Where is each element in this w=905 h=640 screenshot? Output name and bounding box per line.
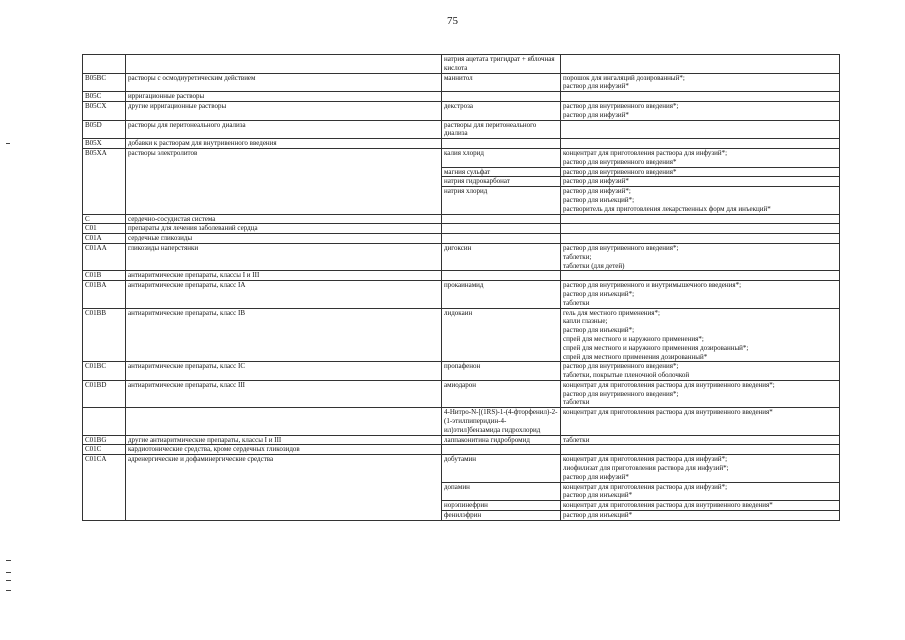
table-row [83,380,840,407]
drug-name-cell [442,445,561,455]
atc-code-cell: B05X [83,139,126,149]
dosage-forms-cell [561,177,840,187]
table-row [83,281,840,308]
atc-code-cell [83,408,126,435]
pharmacological-group-cell: препараты для лечения заболеваний сердца [126,224,442,234]
dosage-form: раствор для инфузий* [563,82,629,91]
table-row [83,224,840,234]
atc-code-cell: B05XA [83,148,126,214]
dosage-form: раствор для внутривенного введения* [563,167,677,176]
table-row [83,435,840,445]
pharmacological-group-cell: антиаритмические препараты, класс IC [126,362,442,381]
drug-name-cell: добутамин [442,455,561,482]
table-row [83,148,840,167]
dosage-form: спрей для местного и наружного применения дозированный*; [563,343,749,352]
table-row [83,234,840,244]
atc-code-cell: C01AA [83,243,126,270]
dosage-forms-cell [561,271,840,281]
dosage-form: растворитель для приготовления лекарственных форм для инъекций* [563,204,771,213]
dosage-forms-cell [561,73,840,92]
dosage-forms-cell [561,101,840,120]
dosage-form: раствор для инфузий*; [563,187,631,196]
atc-code-cell: B05C [83,92,126,102]
atc-code-cell [83,55,126,74]
pharmacological-group-cell: растворы с осмодиуретическим действием [126,73,442,92]
dosage-form: раствор для инъекций*; [563,289,635,298]
pharmacological-group-cell: сердечно-сосудистая система [126,214,442,224]
table-row [83,408,840,435]
dosage-forms-cell [561,224,840,234]
atc-code-cell: C01BC [83,362,126,381]
table-row [83,362,840,381]
dosage-forms-cell [561,308,840,362]
pharmacological-group-cell: антиаритмические препараты, класс III [126,380,442,407]
drug-name-cell: декстроза [442,101,561,120]
dosage-form: раствор для инъекций* [563,511,633,520]
dosage-form: порошок для ингаляций дозированный*; [563,73,685,82]
dosage-forms-cell [561,55,840,74]
margin-mark [6,580,11,581]
table-row [83,243,840,270]
drug-name-cell: натрия ацетата тригидрат + яблочная кислота [442,55,561,74]
dosage-forms-cell [561,380,840,407]
dosage-form: концентрат для приготовления раствора для инфузий*; [563,455,728,464]
dosage-forms-cell [561,501,840,511]
pharmacological-group-cell [126,408,442,435]
drug-name-cell: натрия гидрокарбонат [442,177,561,187]
dosage-form: раствор для инъекций*; [563,326,635,335]
atc-code-cell: C01C [83,445,126,455]
page-number: 75 [447,15,458,27]
table-row [83,55,840,74]
dosage-forms-cell [561,445,840,455]
drug-name-cell: фенилэфрин [442,511,561,521]
dosage-form: раствор для инфузий* [563,177,629,186]
margin-mark [6,572,11,573]
dosage-form: концентрат для приготовления раствора для внутривенного введения* [563,408,773,417]
pharmacological-group-cell: гликозиды наперстянки [126,243,442,270]
drug-name-cell: 4-Нитро-N-[(1RS)-1-(4-фторфенил)-2-(1-этилпиперидин-4-ил)этил]бензамида гидрохлорид [442,408,561,435]
dosage-form: раствор для внутривенного введения*; [563,389,679,398]
drug-name-cell: дигоксин [442,243,561,270]
drug-name-cell: маннитол [442,73,561,92]
drug-name-cell: лаппаконитина гидробромид [442,435,561,445]
dosage-form: раствор для инъекций* [563,491,633,500]
dosage-form: концентрат для приготовления раствора для внутривенного введения* [563,501,773,510]
pharmacological-group-cell: другие антиаритмические препараты, классы I и III [126,435,442,445]
pharmacological-group-cell: добавки к растворам для внутривенного введения [126,139,442,149]
pharmacological-group-cell: кардиотонические средства, кроме сердечных гликозидов [126,445,442,455]
dosage-form: таблетки, покрытые пленочной оболочкой [563,371,690,380]
dosage-forms-cell [561,511,840,521]
atc-code-cell: B05CX [83,101,126,120]
atc-code-cell: C01B [83,271,126,281]
drug-name-cell: калия хлорид [442,148,561,167]
table-row [83,308,840,362]
table-row [83,271,840,281]
drug-name-cell: норэпинефрин [442,501,561,511]
dosage-forms-cell [561,408,840,435]
dosage-form: таблетки (для детей) [563,261,625,270]
atc-code-cell: C01BB [83,308,126,362]
dosage-form: гель для местного применения*; [563,308,660,317]
table-row [83,120,840,139]
drug-name-cell: растворы для перитонеального диализа [442,120,561,139]
dosage-form: таблетки [563,435,590,444]
dosage-forms-cell [561,148,840,167]
dosage-forms-cell [561,234,840,244]
dosage-forms-cell [561,435,840,445]
drug-name-cell: лидокаин [442,308,561,362]
pharmacological-group-cell: антиаритмические препараты, класс IA [126,281,442,308]
dosage-form: таблетки [563,398,590,407]
dosage-forms-cell [561,167,840,177]
dosage-form: концентрат для приготовления раствора для инфузий*; [563,482,728,491]
drug-name-cell [442,271,561,281]
dosage-forms-cell [561,455,840,482]
drug-name-cell: допамин [442,482,561,501]
drug-name-cell [442,139,561,149]
atc-code-cell: C01BG [83,435,126,445]
drug-name-cell: магния сульфат [442,167,561,177]
atc-code-cell: B05D [83,120,126,139]
dosage-form: раствор для внутривенного и внутримышечного введения*; [563,281,742,290]
pharmacological-group-cell: ирригационные растворы [126,92,442,102]
dosage-form: спрей для местного применения дозированный* [563,352,708,361]
dosage-form: капли глазные; [563,317,608,326]
drug-name-cell: натрия хлорид [442,187,561,214]
pharmacological-group-cell: растворы электролитов [126,148,442,214]
dosage-form: таблетки; [563,252,592,261]
atc-code-cell: B05BC [83,73,126,92]
dosage-form: таблетки [563,298,590,307]
table-row [83,445,840,455]
dosage-form: раствор для инфузий* [563,472,629,481]
drug-name-cell [442,224,561,234]
margin-mark [6,590,11,591]
dosage-form: раствор для внутривенного введения*; [563,362,679,371]
pharmacological-group-cell: растворы для перитонеального диализа [126,120,442,139]
drug-name-cell [442,234,561,244]
table-row [83,101,840,120]
table-row [83,73,840,92]
table-row [83,92,840,102]
pharmacological-group-cell [126,55,442,74]
dosage-forms-cell [561,281,840,308]
dosage-form: раствор для инъекций*; [563,195,635,204]
pharmacological-group-cell: сердечные гликозиды [126,234,442,244]
dosage-forms-cell [561,482,840,501]
dosage-form: раствор для внутривенного введения* [563,157,677,166]
dosage-forms-cell [561,187,840,214]
table-row [83,214,840,224]
table-row [83,139,840,149]
atc-code-cell: C01 [83,224,126,234]
dosage-form: лиофилизат для приготовления раствора для инфузий*; [563,464,729,473]
pharmacological-group-cell: антиаритмические препараты, класс IB [126,308,442,362]
pharmacological-group-cell: другие ирригационные растворы [126,101,442,120]
dosage-form: спрей для местного и наружного применения*; [563,334,704,343]
dosage-form: концентрат для приготовления раствора для внутривенного введения*; [563,380,775,389]
atc-code-cell: C [83,214,126,224]
pharmacological-group-cell: адренергические и дофаминергические средства [126,455,442,521]
drug-name-cell [442,214,561,224]
pharmacological-group-cell: антиаритмические препараты, классы I и III [126,271,442,281]
drug-name-cell: пропафенон [442,362,561,381]
dosage-forms-cell [561,139,840,149]
atc-code-cell: C01CA [83,455,126,521]
drug-classification-table [82,54,840,521]
dosage-form: раствор для инфузий* [563,110,629,119]
table-row [83,455,840,482]
drug-name-cell: прокаинамид [442,281,561,308]
dosage-form: раствор для внутривенного введения*; [563,243,679,252]
margin-mark [6,143,10,144]
atc-code-cell: C01A [83,234,126,244]
margin-mark [6,560,11,561]
dosage-forms-cell [561,362,840,381]
drug-name-cell: амиодарон [442,380,561,407]
dosage-form: концентрат для приготовления раствора для инфузий*; [563,148,728,157]
atc-code-cell: C01BA [83,281,126,308]
dosage-forms-cell [561,92,840,102]
dosage-forms-cell [561,214,840,224]
atc-code-cell: C01BD [83,380,126,407]
dosage-forms-cell [561,243,840,270]
drug-name-cell [442,92,561,102]
dosage-forms-cell [561,120,840,139]
dosage-form: раствор для внутривенного введения*; [563,101,679,110]
